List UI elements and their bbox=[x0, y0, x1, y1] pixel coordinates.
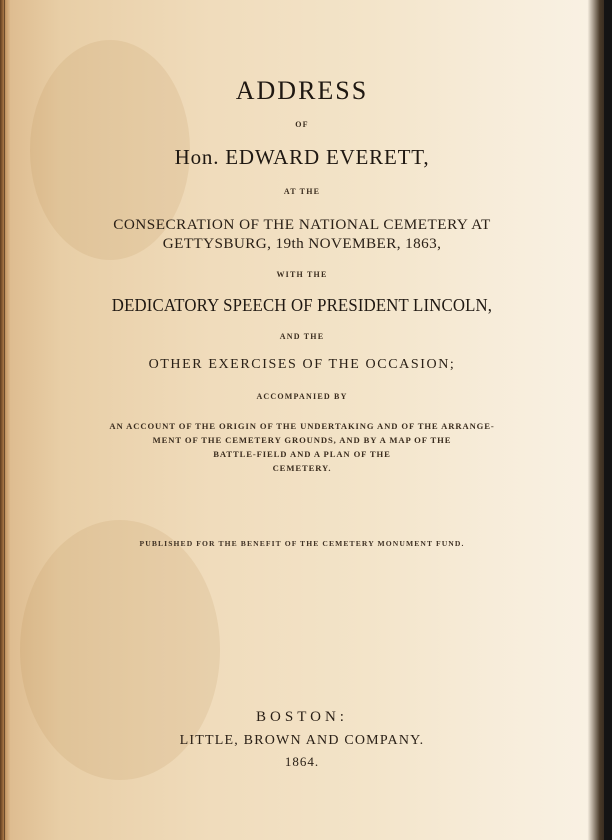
exercises-heading: OTHER EXERCISES OF THE OCCASION; bbox=[148, 357, 456, 372]
speech-heading: DEDICATORY SPEECH OF PRESIDENT LINCOLN, bbox=[111, 295, 493, 315]
account-line: AN ACCOUNT OF THE ORIGIN OF THE UNDERTAKING AND OF THE ARRANGE- bbox=[109, 421, 495, 431]
scan-border-right bbox=[604, 0, 612, 840]
spine-shadow-line bbox=[4, 0, 5, 840]
author-name: Hon. EDWARD EVERETT, bbox=[174, 145, 430, 169]
connector-at-the: AT THE bbox=[283, 187, 321, 196]
imprint-year: 1864. bbox=[284, 754, 320, 769]
account-line: BATTLE-FIELD AND A PLAN OF THE bbox=[213, 449, 391, 459]
connector-accompanied-by: ACCOMPANIED BY bbox=[256, 392, 348, 401]
title-page bbox=[14, 0, 590, 840]
account-line: CEMETERY. bbox=[272, 463, 332, 473]
connector-with-the: WITH THE bbox=[276, 270, 328, 279]
page-title: ADDRESS bbox=[235, 76, 369, 105]
imprint-publisher: LITTLE, BROWN AND COMPANY. bbox=[179, 733, 425, 748]
connector-and-the: AND THE bbox=[279, 332, 325, 341]
occasion-line-1: CONSECRATION OF THE NATIONAL CEMETERY AT bbox=[113, 216, 491, 233]
book-spine-edge bbox=[0, 0, 10, 840]
imprint-city: BOSTON: bbox=[256, 709, 348, 725]
publication-note: PUBLISHED FOR THE BENEFIT OF THE CEMETERY MONUMENT FUND. bbox=[139, 539, 465, 548]
account-line: MENT OF THE CEMETERY GROUNDS, AND BY A MAP OF THE bbox=[152, 435, 452, 445]
occasion-line-2: GETTYSBURG, 19th NOVEMBER, 1863, bbox=[162, 235, 442, 252]
connector-of: OF bbox=[295, 120, 309, 129]
